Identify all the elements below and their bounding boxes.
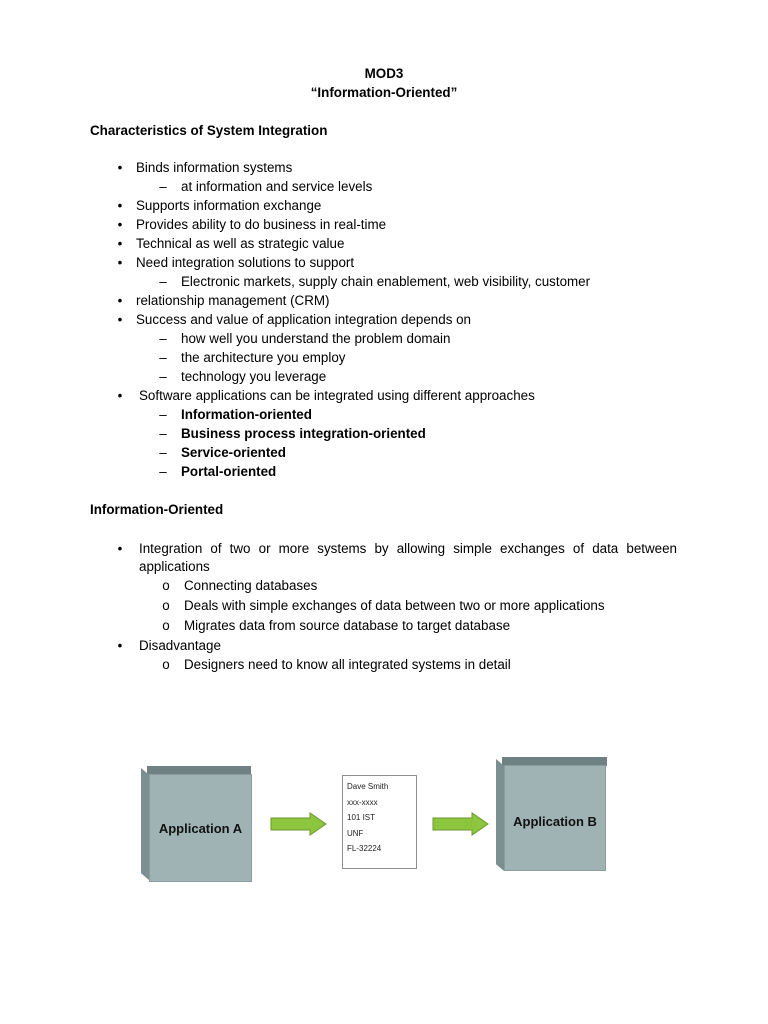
- list-item: Success and value of application integration depends on: [136, 312, 472, 327]
- arrow-right-icon: [432, 812, 490, 836]
- bullet-marker: •: [117, 293, 123, 308]
- bullet-marker: •: [117, 388, 123, 403]
- dash-marker: –: [159, 350, 167, 365]
- doc-subtitle: “Information-Oriented”: [310, 85, 458, 100]
- list-subitem: Information-oriented: [181, 407, 312, 422]
- application-b-box: [496, 757, 607, 872]
- circle-marker: o: [162, 618, 170, 633]
- list-subitem: Designers need to know all integrated systems in detail: [184, 657, 511, 672]
- bullet-marker: •: [117, 160, 123, 175]
- application-b-label: Application B: [504, 765, 606, 871]
- bullet-marker: •: [117, 541, 123, 556]
- dash-marker: –: [159, 369, 167, 384]
- list-subitem: at information and service levels: [181, 179, 373, 194]
- list-item: Binds information systems: [136, 160, 293, 175]
- dash-marker: –: [159, 445, 167, 460]
- dash-marker: –: [159, 274, 167, 289]
- dash-marker: –: [159, 179, 167, 194]
- list-subitem: Electronic markets, supply chain enablement, web visibility, customer: [181, 274, 591, 289]
- list-item: Provides ability to do business in real-time: [136, 217, 387, 232]
- record-line: UNF: [347, 828, 364, 838]
- dash-marker: –: [159, 331, 167, 346]
- record-line: FL-32224: [347, 844, 382, 854]
- list-subitem: Migrates data from source database to target database: [184, 618, 511, 633]
- circle-marker: o: [162, 657, 170, 672]
- bullet-marker: •: [117, 638, 123, 653]
- list-item: Disadvantage: [139, 638, 221, 653]
- bullet-marker: •: [117, 236, 123, 251]
- bullet-marker: •: [117, 217, 123, 232]
- list-item: Technical as well as strategic value: [136, 236, 345, 251]
- section-heading-characteristics: Characteristics of System Integration: [90, 123, 328, 138]
- application-a-box: [141, 766, 251, 881]
- bullet-marker: •: [117, 198, 123, 213]
- list-item: Integration of two or more systems by allowing simple exchanges of data between applications: [139, 541, 677, 574]
- dash-marker: –: [159, 464, 167, 479]
- list-subitem: how well you understand the problem domain: [181, 331, 451, 346]
- list-subitem: Portal-oriented: [181, 464, 277, 479]
- list-subitem: Connecting databases: [184, 578, 318, 593]
- doc-title: MOD3: [364, 66, 404, 81]
- record-line: 101 IST: [347, 813, 376, 823]
- application-a-label: Application A: [149, 774, 252, 882]
- arrow-right-icon: [270, 812, 328, 836]
- circle-marker: o: [162, 578, 170, 593]
- dash-marker: –: [159, 407, 167, 422]
- section-heading-information-oriented: Information-Oriented: [90, 502, 224, 517]
- circle-marker: o: [162, 598, 170, 613]
- list-subitem: the architecture you employ: [181, 350, 346, 365]
- data-record-card: [342, 775, 417, 869]
- bullet-marker: •: [117, 255, 123, 270]
- record-line: Dave Smith: [347, 782, 389, 791]
- list-item: Need integration solutions to support: [136, 255, 355, 270]
- list-subitem: technology you leverage: [181, 369, 327, 384]
- list-subitem: Deals with simple exchanges of data between two or more applications: [184, 598, 605, 613]
- dash-marker: –: [159, 426, 167, 441]
- list-subitem: Service-oriented: [181, 445, 286, 460]
- record-line: xxx-xxxx: [347, 797, 378, 807]
- list-subitem: Business process integration-oriented: [181, 426, 426, 441]
- list-item: Software applications can be integrated using different approaches: [139, 388, 535, 403]
- list-item: Supports information exchange: [136, 198, 322, 213]
- list-item: relationship management (CRM): [136, 293, 330, 308]
- bullet-marker: •: [117, 312, 123, 327]
